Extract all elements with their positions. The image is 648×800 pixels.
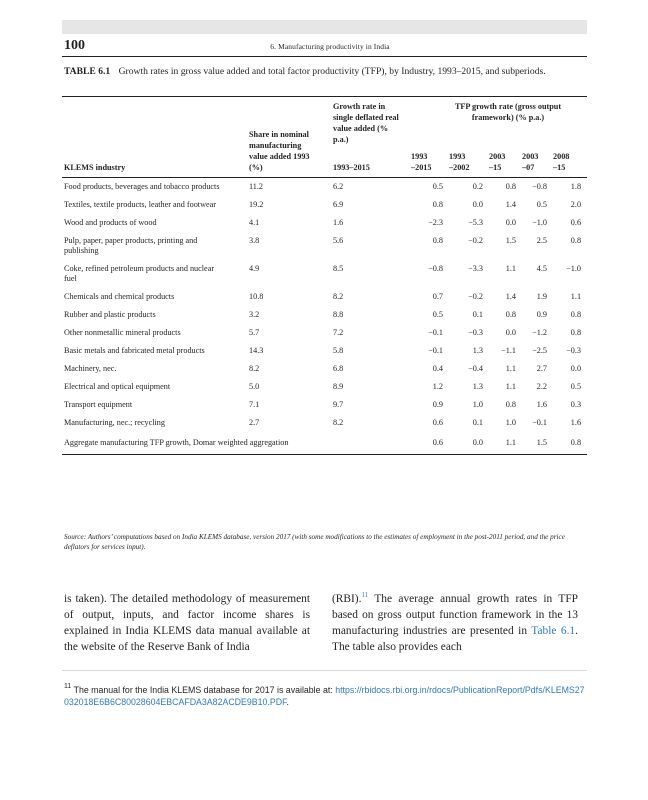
- footnote-ref[interactable]: 11: [361, 591, 369, 599]
- running-head: 6. Manufacturing productivity in India: [270, 42, 390, 51]
- cell-tfp: 0.0: [570, 364, 582, 373]
- cell-share: 4.1: [249, 218, 260, 227]
- page-number: 100: [64, 38, 85, 53]
- cell-industry: Transport equipment: [64, 400, 133, 409]
- cell-industry: Coke, refined petroleum products and nuclear fuel: [64, 264, 215, 283]
- header-spacer: [62, 99, 227, 145]
- cell-share: 10.8: [249, 292, 264, 301]
- cell-tfp: 2.7: [536, 364, 547, 373]
- cell-share: 5.7: [249, 328, 260, 337]
- cell-share: 8.2: [249, 364, 260, 373]
- cell-tfp: 1.1: [505, 382, 516, 391]
- cell-gva: 5.6: [333, 236, 344, 245]
- cell-gva: 8.8: [333, 310, 344, 319]
- cell-tfp: −0.1: [428, 328, 443, 337]
- cell-industry: Food products, beverages and tobacco products: [64, 182, 220, 191]
- cell-gva: 8.9: [333, 382, 344, 391]
- table-row: [62, 232, 587, 260]
- cell-gva: 8.2: [333, 418, 344, 427]
- cell-tfp: 0.1: [472, 418, 483, 427]
- cell-tfp: −0.3: [566, 346, 582, 355]
- cell-tfp: −0.1: [428, 346, 443, 355]
- cell-industry: Rubber and plastic products: [64, 310, 156, 319]
- header-tfp-period-4: 2003 –07: [522, 145, 553, 178]
- cell-share: 7.1: [249, 400, 260, 409]
- cell-tfp: 0.6: [432, 418, 443, 427]
- cell-tfp: −1.0: [532, 218, 547, 227]
- cell-industry: Wood and products of wood: [64, 218, 157, 227]
- cell-tfp: −0.4: [468, 364, 483, 373]
- cell-tfp: 1.1: [489, 432, 522, 455]
- cell-gva: 6.9: [333, 200, 344, 209]
- cell-tfp: 1.2: [432, 382, 443, 391]
- table-row: [62, 360, 587, 378]
- cell-industry: Manufacturing, nec.; recycling: [64, 418, 165, 427]
- cell-tfp: 0.8: [505, 400, 516, 409]
- cell-tfp: 0.8: [505, 182, 516, 191]
- cell-tfp: 0.0: [449, 432, 489, 455]
- cell-tfp: −0.8: [428, 264, 443, 273]
- cell-tfp: −0.2: [468, 292, 483, 301]
- cell-tfp: 0.0: [505, 328, 516, 337]
- table-label: TABLE 6.1: [64, 66, 111, 77]
- cell-tfp: −5.3: [468, 218, 483, 227]
- cell-tfp: −2.3: [428, 218, 443, 227]
- cell-industry: Pulp, paper, paper products, printing and publishing: [64, 236, 198, 255]
- cell-share: 19.2: [249, 200, 264, 209]
- header-gva-period: 1993–2015: [319, 145, 411, 178]
- table-caption: [64, 66, 584, 78]
- cell-tfp: 1.5: [522, 432, 553, 455]
- cell-tfp: 0.8: [432, 236, 443, 245]
- cell-tfp: 0.8: [570, 310, 582, 319]
- table-row: [62, 414, 587, 432]
- header-tfp-period-1: 1993 –2015: [411, 145, 449, 178]
- table-caption-text: Growth rates in gross value added and total factor productivity (TFP), by Industry, 1993–2015, and subperiods.: [118, 66, 546, 77]
- cell-industry: Machinery, nec.: [64, 364, 117, 373]
- cell-tfp: −1.0: [566, 264, 582, 273]
- cell-tfp: 0.9: [432, 400, 443, 409]
- footnote-url[interactable]: https://rbidocs.rbi.org.in/rdocs/PublicationReport/Pdfs/KLEMS27032018E6B6C80028604EBCAFDA3A82ACDE9B10.PDF: [64, 685, 585, 707]
- cell-tfp: 0.5: [570, 382, 582, 391]
- cell-tfp: 1.6: [536, 400, 547, 409]
- header-tfp-period-2: 1993 –2002: [449, 145, 489, 178]
- header-tfp-period-3: 2003 –15: [489, 145, 522, 178]
- cell-share: 3.2: [249, 310, 260, 319]
- cell-tfp: 0.8: [553, 432, 587, 455]
- header-share: Share in nominal manufacturing value added 1993 (%): [227, 99, 319, 178]
- cell-tfp: 2.2: [536, 382, 547, 391]
- cell-tfp: 4.5: [536, 264, 547, 273]
- cell-industry: Textiles, textile products, leather and footwear: [64, 200, 216, 209]
- cell-tfp: 0.5: [432, 182, 443, 191]
- data-table: [62, 99, 587, 455]
- cell-tfp: 0.6: [411, 432, 449, 455]
- header-gva-group: Growth rate in single deflated real value added (% p.a.): [333, 102, 399, 144]
- body-column-right: (RBI).$^{11}$ The average annual growth rates in TFP based on gross output function framework in the 13 manufacturing industries are presented in Table 6.1. The table also provides each: [332, 591, 578, 653]
- cell-tfp: 0.8: [505, 310, 516, 319]
- cell-industry: Electrical and optical equipment: [64, 382, 171, 391]
- cell-tfp: −0.1: [532, 418, 547, 427]
- header-rule: [62, 56, 587, 57]
- cell-gva: 6.2: [333, 182, 344, 191]
- table-row: [62, 178, 587, 197]
- cell-tfp: −0.3: [468, 328, 483, 337]
- table-row: [62, 396, 587, 414]
- table-row: [62, 324, 587, 342]
- footnote-marker: 11: [64, 683, 72, 690]
- cell-industry: Other nonmetallic mineral products: [64, 328, 181, 337]
- cell-tfp: 0.4: [432, 364, 443, 373]
- header-tfp-group: TFP growth rate (gross output framework) (% p.a.): [454, 102, 562, 122]
- header-tfp-period-5: 2008 –15: [553, 145, 587, 178]
- cell-tfp: 1.3: [472, 382, 483, 391]
- cell-gva: 5.8: [333, 346, 344, 355]
- cell-tfp: 0.7: [432, 292, 443, 301]
- cell-tfp: 0.8: [432, 200, 443, 209]
- cell-gva: 6.8: [333, 364, 344, 373]
- footnote: $^{11}$ The manual for the India KLEMS database for 2017 is available at: https://rbidocs.rbi.org.in/rdocs/PublicationReport/Pdfs/KLEMS27032018E6B6C80028604EBCAFDA3A82ACDE9B10.PDF.: [64, 683, 585, 707]
- cell-gva: 9.7: [333, 400, 344, 409]
- cell-share: 11.2: [249, 182, 264, 191]
- cell-tfp: −1.1: [501, 346, 516, 355]
- cell-share: 14.3: [249, 346, 264, 355]
- cell-tfp: 1.0: [505, 418, 516, 427]
- cell-tfp: 1.8: [570, 182, 582, 191]
- cell-industry: Chemicals and chemical products: [64, 292, 175, 301]
- table-source-note: Source: Authors’ computations based on India KLEMS database, version 2017 (with some modifications to the estimates of employment in the post-2011 period, and the price deflators for services input).: [64, 533, 565, 551]
- cell-gva: 8.2: [333, 292, 344, 301]
- cell-tfp: −2.5: [532, 346, 547, 355]
- cell-tfp: 1.4: [505, 200, 516, 209]
- cell-share: 2.7: [249, 418, 260, 427]
- table-reference-link[interactable]: Table 6.1: [531, 625, 576, 637]
- cell-tfp: 0.9: [536, 310, 547, 319]
- table-row: [62, 196, 587, 214]
- cell-aggregate-label: Aggregate manufacturing TFP growth, Domar weighted aggregation: [62, 432, 411, 455]
- cell-tfp: 0.0: [505, 218, 516, 227]
- cell-tfp: 0.5: [536, 200, 547, 209]
- cell-gva: 7.2: [333, 328, 344, 337]
- cell-tfp: 0.1: [472, 310, 483, 319]
- cell-tfp: 0.8: [570, 328, 582, 337]
- cell-tfp: 1.6: [570, 418, 582, 427]
- cell-tfp: −1.2: [532, 328, 547, 337]
- table-row: [62, 306, 587, 324]
- table-row: [62, 260, 587, 288]
- cell-tfp: 0.8: [570, 236, 582, 245]
- table-row-aggregate: [62, 432, 587, 455]
- cell-tfp: 1.0: [472, 400, 483, 409]
- table-row: [62, 342, 587, 360]
- cell-gva: 1.6: [333, 218, 344, 227]
- cell-tfp: 0.6: [570, 218, 582, 227]
- cell-tfp: −3.3: [468, 264, 483, 273]
- cell-tfp: 1.3: [472, 346, 483, 355]
- cell-tfp: 1.1: [570, 292, 582, 301]
- header-bar: [62, 20, 587, 34]
- footnote-text: The manual for the India KLEMS database for 2017 is available at:: [73, 685, 336, 695]
- cell-tfp: 0.5: [432, 310, 443, 319]
- footnote-rule: [62, 670, 587, 671]
- cell-tfp: −0.2: [468, 236, 483, 245]
- cell-gva: 8.5: [333, 264, 344, 273]
- cell-tfp: 1.4: [505, 292, 516, 301]
- cell-tfp: 1.1: [505, 364, 516, 373]
- cell-tfp: 0.2: [472, 182, 483, 191]
- cell-tfp: 2.0: [570, 200, 582, 209]
- header-industry: KLEMS industry: [62, 145, 227, 178]
- cell-tfp: −0.8: [532, 182, 547, 191]
- body-column-left: is taken). The detailed methodology of measurement of output, inputs, and factor income shares is explained in India KLEMS data manual available at the website of the Reserve Bank of India: [64, 593, 310, 653]
- cell-tfp: 1.9: [536, 292, 547, 301]
- cell-tfp: 2.5: [536, 236, 547, 245]
- cell-industry: Basic metals and fabricated metal products: [64, 346, 205, 355]
- table-row: [62, 214, 587, 232]
- cell-tfp: 1.5: [505, 236, 516, 245]
- cell-tfp: 0.0: [472, 200, 483, 209]
- cell-share: 4.9: [249, 264, 260, 273]
- table-row: [62, 378, 587, 396]
- cell-tfp: 1.1: [505, 264, 516, 273]
- cell-share: 3.8: [249, 236, 260, 245]
- table-row: [62, 288, 587, 306]
- caption-rule: [62, 96, 587, 97]
- cell-tfp: 0.3: [570, 400, 582, 409]
- cell-share: 5.0: [249, 382, 260, 391]
